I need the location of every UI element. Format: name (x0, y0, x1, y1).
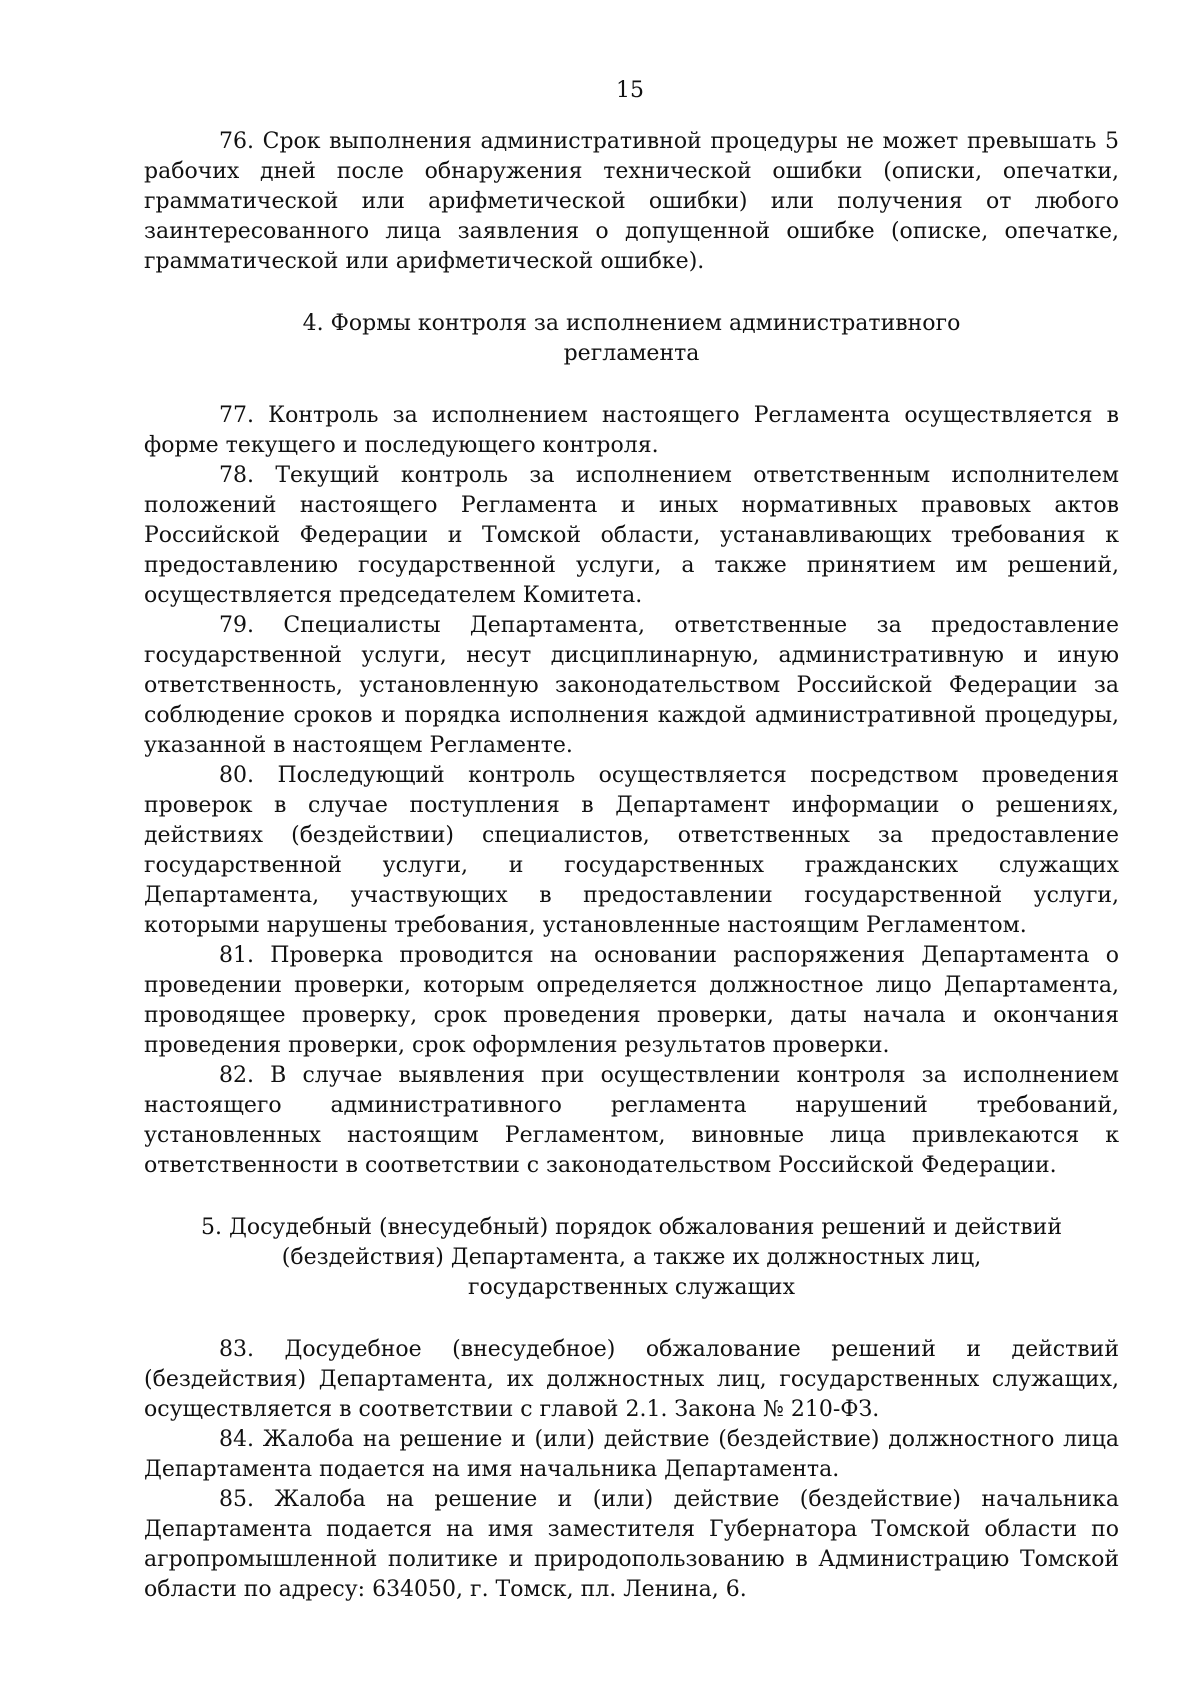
paragraph-78: 78. Текущий контроль за исполнением ответственным исполнителем положений настоящего Регламента и иных нормативных правовых актов Российской Федерации и Томской области, устанавливающих требования к предоставлению государственной услуги, а также принятием им решений, осуществляется председателем Комитета. (144, 463, 1119, 608)
heading-line: регламента (563, 341, 700, 366)
section-heading-4 (144, 309, 1119, 369)
paragraph-83: 83. Досудебное (внесудебное) обжалование решений и действий (бездействия) Департамента, их должностных лиц, государственных служащих, осуществляется в соответствии с главой 2.1. Закона № 210-ФЗ. (144, 1337, 1119, 1422)
paragraph-79: 79. Специалисты Департамента, ответственные за предоставление государственной услуги, несут дисциплинарную, административную и иную ответственность, установленную законодательством Российской Федерации за соблюдение сроков и порядка исполнения каждой административной процедуры, указанной в настоящем Регламенте. (144, 613, 1119, 758)
paragraph-81: 81. Проверка проводится на основании распоряжения Департамента о проведении проверки, которым определяется должностное лицо Департамента, проводящее проверку, срок проведения проверки, даты начала и окончания проведения проверки, срок оформления результатов проверки. (144, 943, 1119, 1058)
heading-line: государственных служащих (467, 1275, 796, 1300)
heading-line: 5. Досудебный (внесудебный) порядок обжалования решений и действий (201, 1215, 1062, 1240)
page-number: 15 (616, 78, 644, 103)
document-body (144, 127, 1119, 1605)
paragraph-84: 84. Жалоба на решение и (или) действие (бездействие) должностного лица Департамента подается на имя начальника Департамента. (144, 1427, 1119, 1482)
heading-line: (бездействия) Департамента, а также их должностных лиц, (281, 1245, 982, 1270)
paragraph-82: 82. В случае выявления при осуществлении контроля за исполнением настоящего административного регламента нарушений требований, установленных настоящим Регламентом, виновные лица привлекаются к ответственности в соответствии с законодательством Российской Федерации. (144, 1063, 1119, 1178)
paragraph-85: 85. Жалоба на решение и (или) действие (бездействие) начальника Департамента подается на имя заместителя Губернатора Томской области по агропромышленной политике и природопользованию в Администрацию Томской области по адресу: 634050, г. Томск, пл. Ленина, 6. (144, 1487, 1119, 1602)
paragraph-76: 76. Срок выполнения административной процедуры не может превышать 5 рабочих дней после обнаружения технической ошибки (описки, опечатки, грамматической или арифметической ошибки) или получения от любого заинтересованного лица заявления о допущенной ошибке (описке, опечатке, грамматической или арифметической ошибке). (144, 129, 1119, 274)
heading-line: 4. Формы контроля за исполнением административного (302, 311, 961, 336)
paragraph-77: 77. Контроль за исполнением настоящего Регламента осуществляется в форме текущего и последующего контроля. (144, 403, 1119, 458)
paragraph-80: 80. Последующий контроль осуществляется посредством проведения проверок в случае поступления в Департамент информации о решениях, действиях (бездействии) специалистов, ответственных за предоставление государственной услуги, и государственных гражданских служащих Департамента, участвующих в предоставлении государственной услуги, которыми нарушены требования, установленные настоящим Регламентом. (144, 763, 1119, 938)
section-heading-5 (144, 1213, 1119, 1303)
